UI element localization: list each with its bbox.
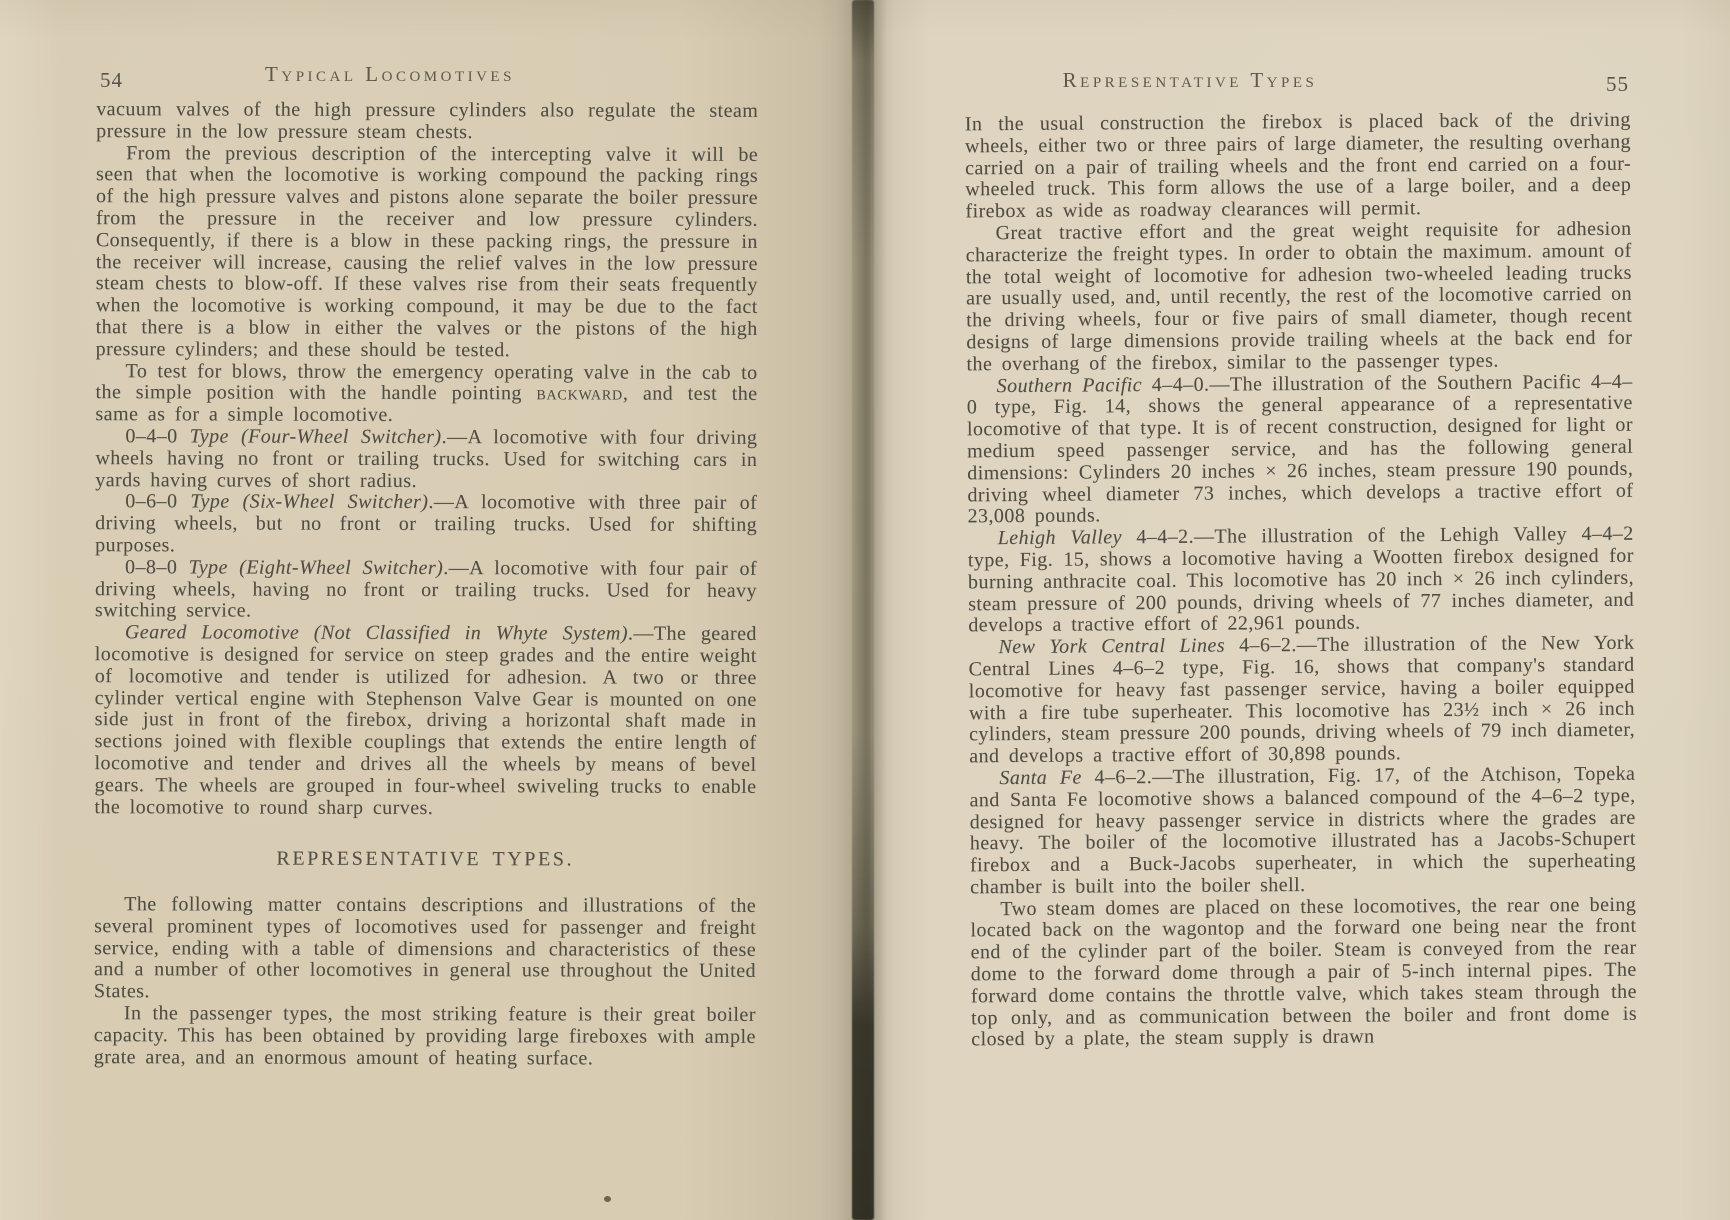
text-segment: .—The geared locomotive is designed for service on steep grades and the entire weight of locomotive and tender is utilized for adhesion. A two or three cylinder vertical engine with Stephenson Valve Gear is mounted on one side just in front of the firebox, driving a horizontal shaft made in sections joined with flexible couplings that extends the entire length of locomotive and tender and drives all the wheels by means of bevel gears. The wheels are grouped in four-wheel swiveling trucks to enable the locomotive to round sharp curves. <box>94 622 757 819</box>
ink-spot <box>370 193 374 196</box>
text-segment: Type (Four-Wheel Switcher) <box>189 425 442 448</box>
paragraph <box>969 764 1636 899</box>
paragraph <box>94 1003 756 1070</box>
text-segment: Great tractive effort and the great weight requisite for adhesion characterize the freight types. In order to obtain the maximum. amount of the total weight of locomotive for adhesion two-wheeled leading trucks are usually used, and, until recently, the rest of the locomotive carried on the driving wheels, four or five pairs of small diameter, though recent designs of large dimensions provide trailing wheels at the back end for the overhang of the firebox, similar to the passenger types. <box>965 217 1633 376</box>
running-head-right: Representative Types <box>1062 68 1318 92</box>
text-segment: vacuum valves of the high pressure cylinders also regulate the steam pressure in the low pressure steam chests. <box>96 98 759 143</box>
text-segment: Type (Six-Wheel Switcher) <box>190 490 429 514</box>
section-heading: REPRESENTATIVE TYPES. <box>276 847 575 871</box>
text-segment: In the usual construction the firebox is placed back of the driving wheels, either two or three pairs of large diameter, the resulting overhang carried on a pair of trailing wheels and the front end carried on a four-wheeled truck. This form allows the use of a large boiler, and a deep firebox as wide as roadway clearances will permit. <box>964 108 1632 223</box>
text-segment: , and test the same as for a simple locomotive. <box>95 382 758 427</box>
text-segment: .—A locomotive with four pair of driving wheels, having no front or trailing trucks. Used for heavy switching service. <box>94 556 758 622</box>
ink-spot <box>604 1196 611 1202</box>
text-segment: Two steam domes are placed on these locomotives, the rear one being located back on the wagontop and the forward one being near the front end of the cylinder part of the boiler. Steam is conveyed from the rear dome to the forward dome through a pair of 5-inch internal pipes. The forward dome contains the throttle valve, which takes steam through the top only, and as communication between the boiler and front dome is closed by a plate, the steam supply is drawn <box>970 893 1638 1051</box>
text-segment: Type (Eight-Wheel Switcher) <box>188 556 444 579</box>
paragraph <box>94 622 757 820</box>
paragraph <box>95 491 757 558</box>
page-number-right: 55 <box>1606 72 1629 96</box>
text-segment: In the passenger types, the most striking feature is their great boiler capacity. This has been obtained by providing large fireboxes with ample grate area, and an enormous amount of heating surface. <box>93 1002 756 1070</box>
text-segment: The following matter contains descriptions and illustrations of the several prominent types of locomotives used for passenger and freight service, ending with a table of dimensions and characteristics of these and a number of other locomotives in general use throughout the United States. <box>93 893 757 1003</box>
paragraph <box>968 524 1635 638</box>
text-segment: 4–6–2.—The illustration of the New York Central Lines 4–6–2 type, Fig. 16, shows that company's standard locomotive for heavy fast passenger service, having a boiler equipped with a fire tube superheater. This locomotive has 23½ inch × 26 inch cylinders, steam pressure 200 pounds, driving wheels of 79 inch diameter, and develops a tractive effort of 30,898 pounds. <box>968 631 1636 768</box>
paragraph <box>95 426 757 493</box>
text-segment: 0–8–0 <box>125 555 189 579</box>
paragraph <box>96 143 759 363</box>
text-segment: backward <box>536 382 623 405</box>
text-segment: Santa Fe <box>999 766 1082 790</box>
paragraph <box>95 557 757 624</box>
paragraph <box>95 361 757 428</box>
text-segment: Southern Pacific <box>996 373 1143 397</box>
text-segment: 0–4–0 <box>125 425 190 448</box>
text-segment: From the previous description of the intercepting valve it will be seen that when the locomotive is working compound the packing rings of the high pressure valves and pistons alone separate the boiler pressure from the pressure in the receiver and low pressure cylinders. Consequently, if there is a blow in these packing rings, the pressure in the receiver will increase, causing the relief valves in the low pressure steam chests to blow-off. If these valves rise from their seats frequently when the locomotive is working compound, it may be due to the fact that there is a blow in either the valves or the pistons of the high pressure cylinders; and these should be tested. <box>95 141 759 361</box>
paragraph <box>965 110 1632 224</box>
page-number-left: 54 <box>100 68 123 92</box>
text-segment: 0–6–0 <box>125 490 191 513</box>
left-page-text-column <box>94 99 759 1070</box>
text-segment: .—A locomotive with four driving wheels having no front or trailing trucks. Used for switching cars in yards having curves of short radius. <box>95 425 758 492</box>
paragraph <box>965 219 1632 376</box>
text-segment: .—A locomotive with three pair of driving wheels, but no front or trailing trucks. Used for shifting purposes. <box>95 491 758 557</box>
text-segment: 4–4–2.—The illustration of the Lehigh Valley 4–4–2 type, Fig. 15, shows a locomotive having a Wootten firebox designed for burning anthracite coal. This locomotive has 20 inch × 26 inch cylinders, steam pressure of 200 pounds, driving wheels of 77 inches diameter, and develops a tractive effort of 22,961 pounds. <box>967 522 1635 637</box>
paragraph <box>967 371 1634 528</box>
paragraph <box>968 633 1635 768</box>
text-segment: New York Central Lines <box>998 634 1226 659</box>
paragraph <box>970 894 1637 1051</box>
text-segment: To test for blows, throw the emergency operating valve in the cab to the simple position with the handle pointing <box>95 359 758 405</box>
paragraph <box>96 99 758 144</box>
right-page-text-column <box>965 110 1638 1052</box>
text-segment: Geared Locomotive (Not Classified in Whyte System) <box>124 621 628 645</box>
running-head-left: Typical Locomotives <box>265 62 515 86</box>
paragraph <box>94 894 756 1005</box>
text-segment: 4–4–0.—The illustration of the Southern Pacific 4–4–0 type, Fig. 14, shows the general appearance of a representative locomotive of that type. It is of recent construction, designed for light or medium speed passenger service, and has the following general dimensions: Cylinders 20 inches × 26 inches, steam pressure 190 pounds, driving wheel diameter 73 inches, which develops a tractive effort of 23,008 pounds. <box>966 370 1634 528</box>
text-segment: 4–6–2.—The illustration, Fig. 17, of the Atchison, Topeka and Santa Fe locomotive shows a balanced compound of the 4–6–2 type, designed for heavy passenger service in districts where the grades are heavy. The boiler of the locomotive illustrated has a Jacobs-Schupert firebox and a Buck-Jacobs superheater, in which the superheating chamber is built into the boiler shell. <box>969 762 1637 899</box>
text-segment: Lehigh Valley <box>997 526 1122 550</box>
